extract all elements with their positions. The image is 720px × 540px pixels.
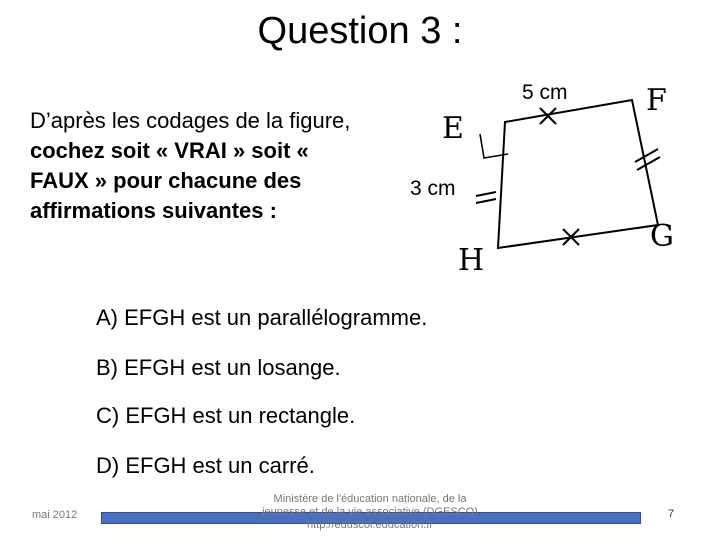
- measure-eh: 3 cm: [410, 177, 456, 200]
- vertex-label-f: F: [646, 83, 667, 118]
- measure-ef: 5 cm: [522, 81, 568, 104]
- statement-d: D) EFGH est un carré.: [96, 453, 315, 478]
- page-number: 7: [668, 508, 675, 520]
- instructions-text: D’après les codages de la figure,: [30, 108, 351, 133]
- double-tick-fg: [635, 149, 660, 170]
- vertex-label-e: E: [442, 111, 464, 146]
- quadrilateral-figure: [380, 70, 720, 290]
- instructions: [30, 106, 370, 226]
- statement-c: C) EFGH est un rectangle.: [96, 403, 356, 428]
- quadrilateral-efgh: [498, 100, 658, 248]
- slide-title: Question 3 :: [257, 10, 463, 52]
- footer-credit-line-1: Ministère de l'éducation nationale, de la: [273, 493, 467, 505]
- footer-credit-line-3: http://eduscol.education.fr: [307, 519, 433, 531]
- footer-date: mai 2012: [32, 509, 78, 521]
- statement-a: A) EFGH est un parallélogramme.: [96, 305, 428, 330]
- vertex-label-g: G: [650, 219, 674, 254]
- instructions-bold-text: cochez soit « VRAI » soit « FAUX » pour chacune des affirmations suivantes :: [30, 138, 309, 223]
- footer-credit: [240, 493, 500, 532]
- footer-credit-line-2: jeunesse et de la vie associative (DGESCO): [262, 506, 478, 518]
- statement-b: B) EFGH est un losange.: [96, 355, 341, 380]
- vertex-label-h: H: [458, 243, 485, 278]
- double-tick-eh: [476, 192, 496, 203]
